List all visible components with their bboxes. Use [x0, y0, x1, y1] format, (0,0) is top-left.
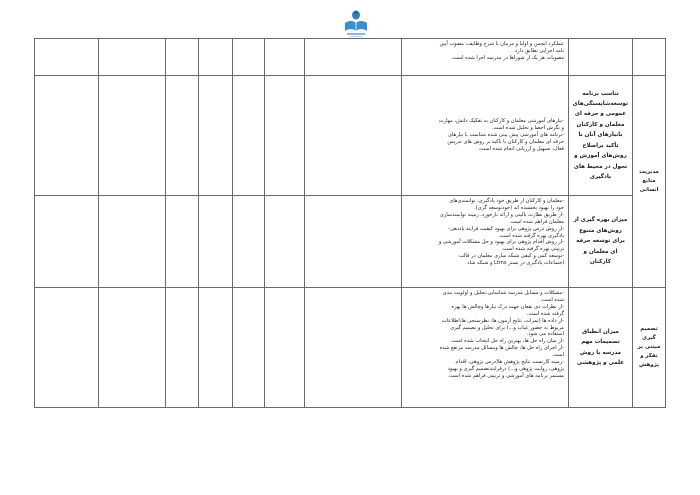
empty-cell: [305, 288, 402, 408]
description-cell: [402, 39, 569, 76]
indicator-cell: تناسب برنامه توسعه‌شایستگی‌های عمومی و حرفه ای معلمان و کارکنان بانیازهای آنان با تأکید براصلاح روش‌های آموزش و تحول در محیط های یادگیری: [569, 76, 633, 196]
table-row: [35, 39, 666, 76]
empty-cell: [265, 196, 305, 288]
description-line: تربیتی بهره گرفته شده است.: [501, 246, 564, 253]
description-line: پژوهی، روایت پژوهی و...) درفرایندتصمیم گیری و بهبود: [447, 365, 564, 372]
empty-cell: [305, 196, 402, 288]
empty-cell: [35, 288, 99, 408]
empty-cell: [166, 39, 199, 76]
description-line: -از میان راه حل ها، بهترین راه حل انتخاب شده است.: [450, 338, 564, 345]
empty-cell: [166, 288, 199, 408]
description-line: -از داده ها (نمرات، نتایج آزمون ها، نظرسنجی ها،اطلاعات: [441, 317, 564, 324]
description-line: و نگرش احصا و تحلیل شده است.: [491, 125, 564, 132]
empty-cell: [265, 39, 305, 76]
description-line: -از طریق نظارت بالینی و ارائه بازخورد، زمینه توانمندسازی: [439, 211, 564, 218]
empty-cell: [35, 76, 99, 196]
indicator-cell: میزان بهره گیری از روش‌های متنوع برای توسعه حرفه ای معلمان و کارکنان: [569, 196, 633, 288]
empty-cell: [99, 196, 166, 288]
description-line: گرفته شده است.: [526, 310, 564, 317]
description-line: اجتماعات یادگیری در بستر Ltms و شبکه شاد: [467, 260, 564, 267]
empty-cell: [35, 196, 99, 288]
description-line: -زمینه کاربست نتایج پژوهش ها(درس پژوهی، اقدام: [455, 359, 564, 366]
empty-cell: [35, 39, 99, 76]
empty-cell: [166, 76, 199, 196]
empty-cell: [99, 39, 166, 76]
description-line: فعال، تسهیل و ارزیابی انجام شده است.: [478, 145, 564, 152]
school-emblem-logo: [341, 6, 371, 38]
description-line: یادگیری بهره گرفته شده است.: [498, 232, 564, 239]
description-cell: [402, 76, 569, 196]
description-line: نامه اجرایی تطابق دارد.: [513, 47, 564, 54]
empty-cell: [233, 39, 265, 76]
table-row: [35, 196, 666, 288]
description-cell: [402, 288, 569, 408]
description-line: حرفه ای معلمان و کارکنان با تأکید بر روش های تدریس: [447, 138, 564, 145]
table-row: [35, 76, 666, 196]
description-line: -نیازهای آموزشی معلمان و کارکنان به تفکیک دانش، مهارت: [438, 118, 564, 125]
empty-cell: [99, 288, 166, 408]
description-line: مصوبات هر یک از شوراها در مدرسه اجرا شده است.: [451, 54, 564, 61]
indicator-cell: میزان انطباق تصمیمات مهم مدرسه با روش علمی و پژوهشی: [569, 288, 633, 408]
description-line: -از نظرات ذی نفعان جهت درک نیازها وچالش ها بهره: [451, 303, 564, 310]
description-line: مستمر برنامه های آموزشی و تربیتی فراهم شده است.: [447, 372, 564, 379]
description-cell: [402, 196, 569, 288]
empty-cell: [99, 76, 166, 196]
empty-cell: [305, 39, 402, 76]
empty-cell: [199, 196, 233, 288]
description-line: -از اجرای راه حل ها، چالش ها ومسائل مدرسه مرتفع شده: [439, 345, 564, 352]
empty-cell: [199, 288, 233, 408]
description-line: استفاده می شود.: [526, 331, 564, 338]
description-line: معلمان فراهم شده است.: [509, 218, 564, 225]
description-line: خود را بهبود بخشیده اند (خودتوسعه گری).: [474, 204, 564, 211]
description-line: عملکرد انجمن و اولیا و مربیان با شرح وظایف، مصوب آیین: [439, 41, 564, 47]
table-row: [35, 288, 666, 408]
empty-cell: [233, 196, 265, 288]
evaluation-table: [34, 38, 666, 408]
description-line: است.: [551, 352, 564, 359]
empty-cell: [305, 76, 402, 196]
empty-cell: [199, 76, 233, 196]
empty-cell: [166, 196, 199, 288]
empty-cell: [265, 76, 305, 196]
empty-cell: [233, 76, 265, 196]
indicator-cell: [569, 39, 633, 76]
description-line: مربوط به حضور غیاب و...) برای تحلیل و تصمیم گیری: [450, 324, 564, 331]
empty-cell: [199, 39, 233, 76]
empty-cell: [265, 288, 305, 408]
description-line: -مشکلات و مسایل مدرسه شناسایی،تحلیل و اولویت بندی: [442, 290, 564, 296]
empty-cell: [233, 288, 265, 408]
description-line: -از روش اقدام پژوهی برای بهبود و حل مشکلات آموزشی و: [438, 239, 564, 246]
description-line: شده است.: [540, 296, 564, 303]
description-line: -معلمان و کارکنان از طریق خود یادگیری، توانمندی‌های: [449, 198, 564, 204]
description-line: -توسعه کمی و کیفی شبکه سازی معلمان در قالب: [458, 253, 564, 260]
description-line: -از روش درس پژوهی برای بهبود کیفیت فرایند یاددهی-: [448, 225, 564, 232]
category-cell: تصمیم گیری مبتنی بر تفکر و پژوهش: [633, 288, 666, 408]
category-cell: [633, 39, 666, 76]
category-cell: مدیریت منابع انسانی: [633, 76, 666, 288]
description-line: -برنامه های آموزشی پیش بینی شده متناسب با نیازهای: [447, 132, 564, 139]
